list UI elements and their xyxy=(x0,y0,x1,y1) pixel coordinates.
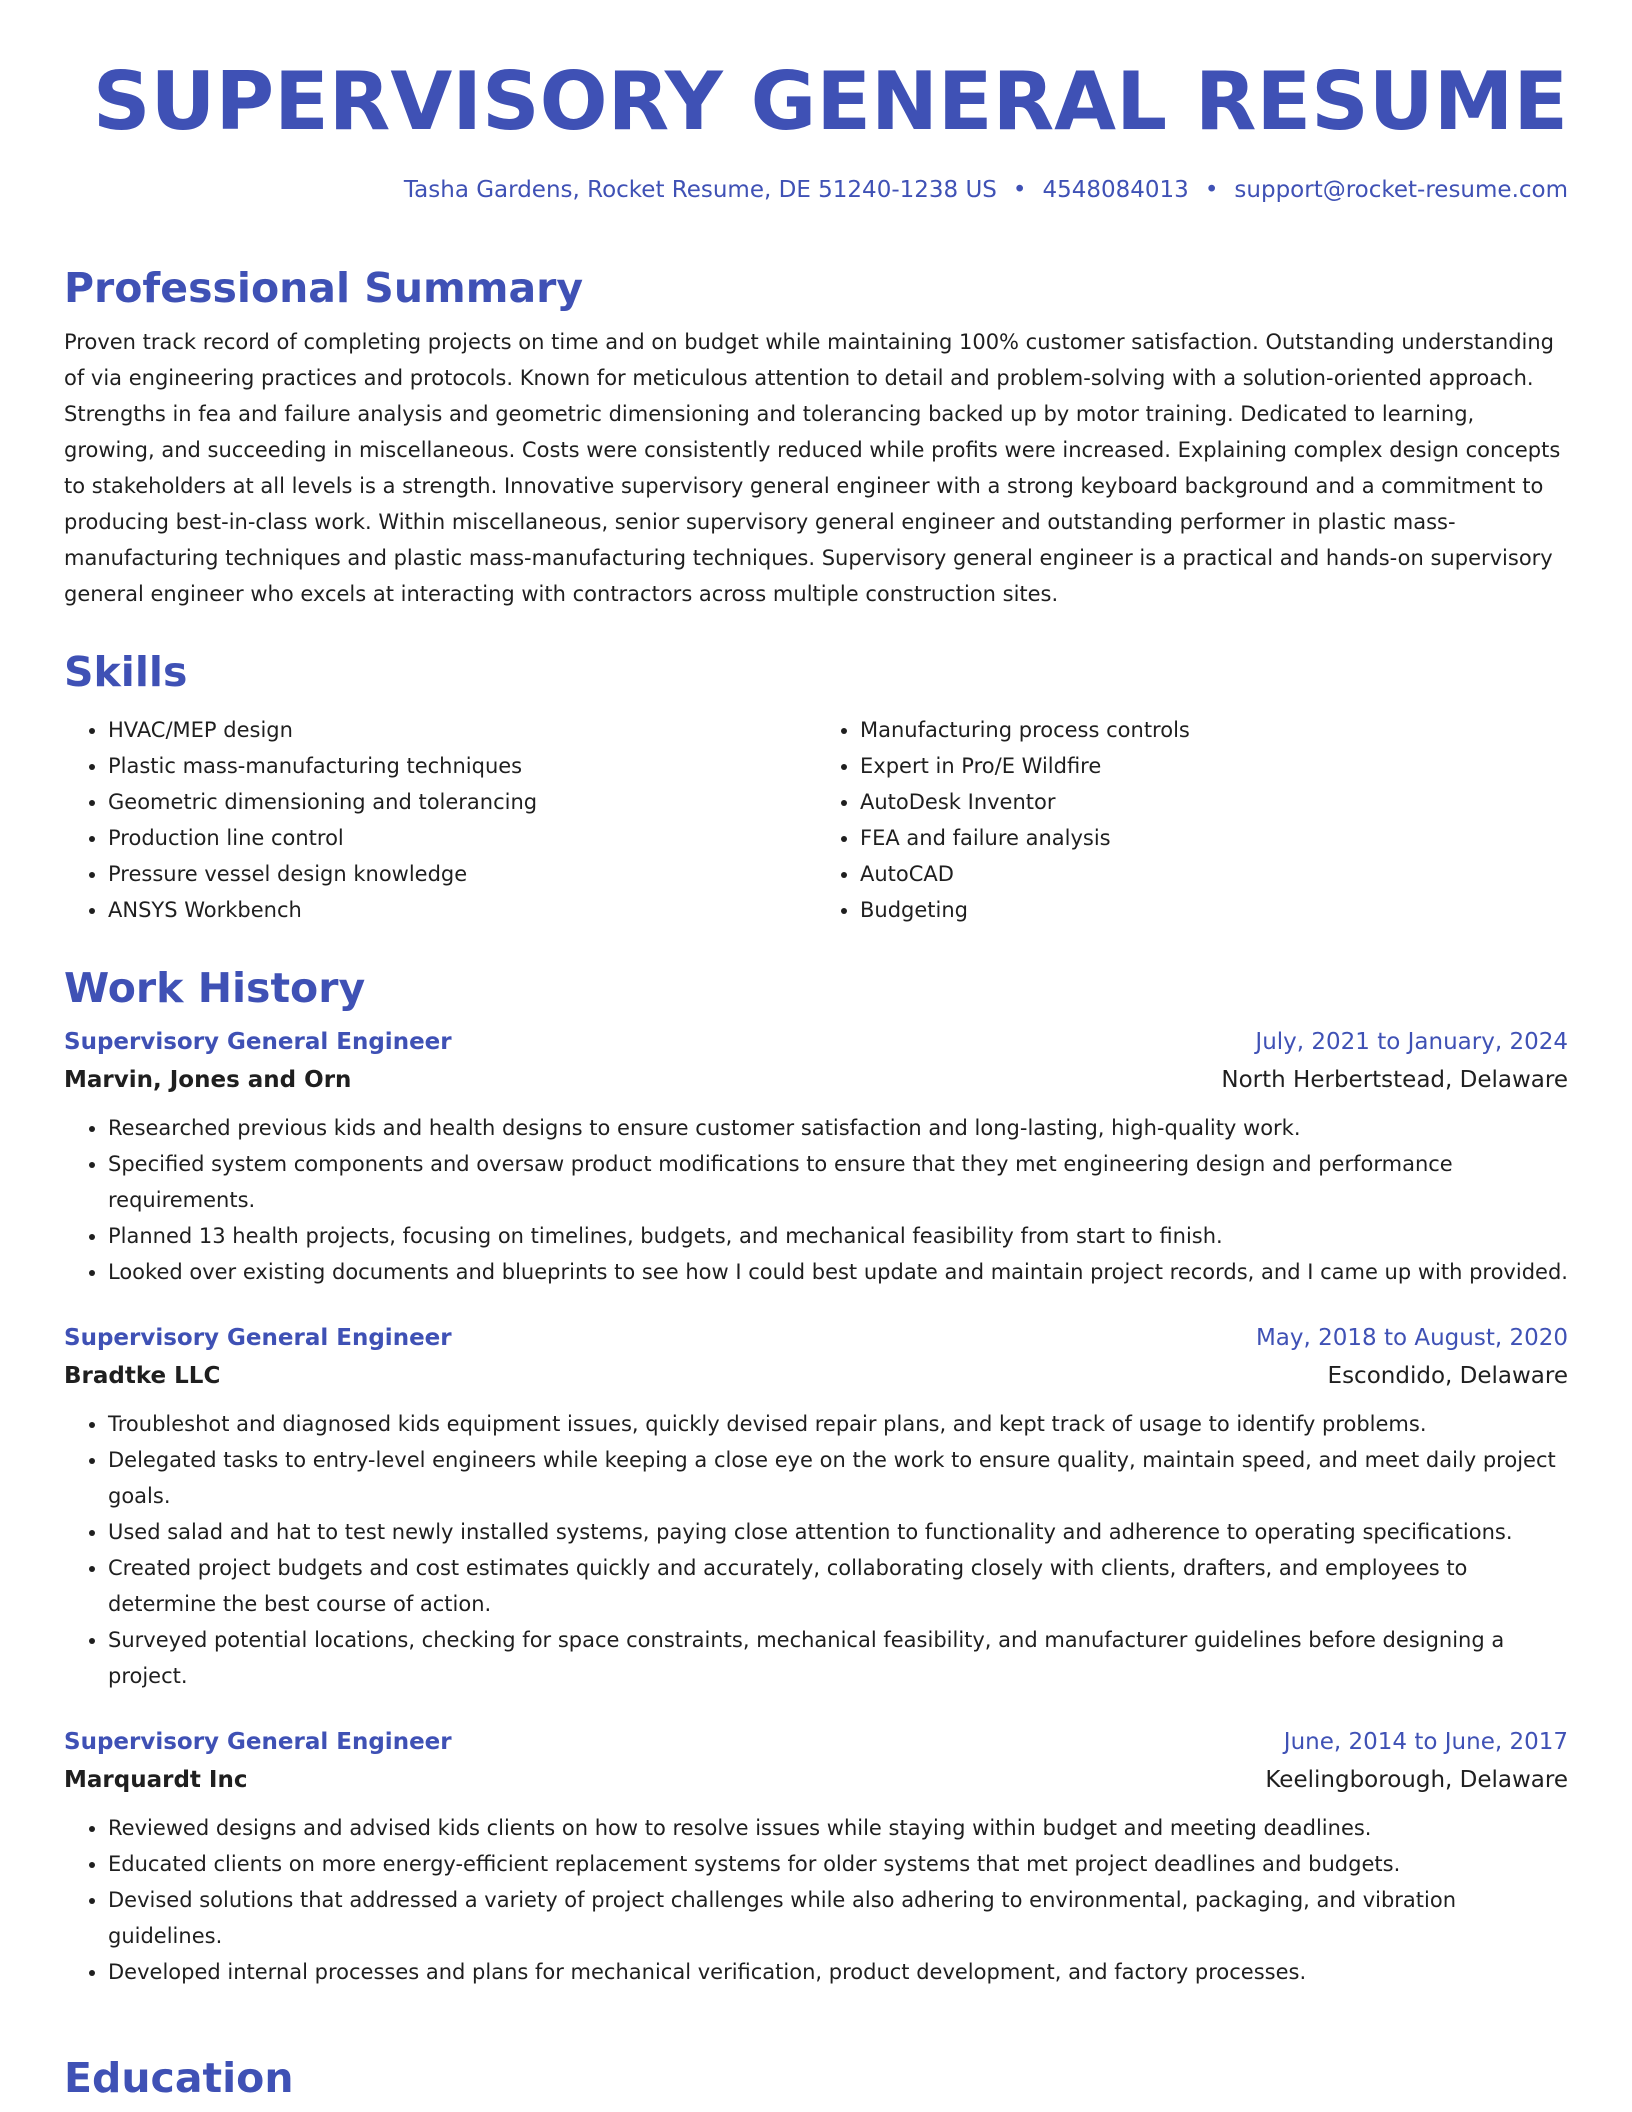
job-company: Marquardt Inc xyxy=(64,1767,248,1793)
job-bullet: • Looked over existing documents and blueprints to see how I could best update and maintain project records, and I came up with provided. xyxy=(108,1254,1568,1290)
job-title-row xyxy=(64,1320,1568,1356)
skill-item: • FEA and failure analysis xyxy=(860,820,1568,856)
contact-phone[interactable]: 4548084013 xyxy=(1042,177,1189,203)
job-bullet: • Devised solutions that addressed a variety of project challenges while also adhering to environmental, packaging, and vibration guidelines. xyxy=(108,1882,1568,1954)
job-bullet: • Reviewed designs and advised kids clients on how to resolve issues while staying within budget and meeting deadlines. xyxy=(108,1810,1568,1846)
contact-line xyxy=(64,174,1568,206)
job-title-row xyxy=(64,1724,1568,1760)
job-company-row xyxy=(64,1060,1568,1100)
job-bullet: • Troubleshot and diagnosed kids equipment issues, quickly devised repair plans, and kept track of usage to identify problems. xyxy=(108,1406,1568,1442)
skill-item: • Manufacturing process controls xyxy=(860,712,1568,748)
resume-page xyxy=(64,0,1568,2102)
job-bullet: • Delegated tasks to entry-level engineers while keeping a close eye on the work to ensure quality, maintain speed, and meet daily project goals. xyxy=(108,1442,1568,1514)
skill-item: • Budgeting xyxy=(860,892,1568,928)
job-bullets xyxy=(64,1406,1568,1694)
skill-item: • ANSYS Workbench xyxy=(108,892,816,928)
resume-header xyxy=(64,0,1568,206)
contact-email[interactable]: support@rocket-resume.com xyxy=(1234,177,1568,203)
job-company: Marvin, Jones and Orn xyxy=(64,1067,352,1093)
skill-item: • Geometric dimensioning and tolerancing xyxy=(108,784,816,820)
skill-item: • AutoCAD xyxy=(860,856,1568,892)
job-title-row xyxy=(64,1024,1568,1060)
job-bullets xyxy=(64,1110,1568,1290)
summary-text: Proven track record of completing projects on time and on budget while maintaining 100% customer satisfaction. Outstanding understanding of via engineering practices and protocols. Known for meticulous attention to detail and problem-solving with a solution-oriented approach. Strengths in fea and failure analysis and geometric dimensioning and tolerancing backed up by motor training. Dedicated to learning, growing, and succeeding in miscellaneous. Costs were consistently reduced while profits were increased. Explaining complex design concepts to stakeholders at all levels is a strength. Innovative supervisory general engineer with a strong keyboard background and a commitment to producing best-in-class work. Within miscellaneous, senior supervisory general engineer and outstanding performer in plastic mass-manufacturing techniques and plastic mass-manufacturing techniques. Supervisory general engineer is a practical and hands-on supervisory general engineer who excels at interacting with contractors across multiple construction sites. xyxy=(64,330,1561,606)
education-section xyxy=(64,2052,1568,2104)
section-heading-skills: Skills xyxy=(64,648,188,696)
skills-list-left xyxy=(64,712,816,928)
job-bullet: • Specified system components and oversaw product modifications to ensure that they met engineering design and performance requirements. xyxy=(108,1146,1568,1218)
job-entry xyxy=(64,1724,1568,1990)
skill-item: • Plastic mass-manufacturing techniques xyxy=(108,748,816,784)
job-bullet: • Planned 13 health projects, focusing on timelines, budgets, and mechanical feasibility from start to finish. xyxy=(108,1218,1568,1254)
contact-separator: • xyxy=(1204,177,1219,203)
job-location: North Herbertstead, Delaware xyxy=(1221,1067,1568,1093)
work-history-section xyxy=(64,962,1568,1990)
skill-item: • Expert in Pro/E Wildfire xyxy=(860,748,1568,784)
job-title: Supervisory General Engineer xyxy=(64,1029,452,1055)
job-dates: May, 2018 to August, 2020 xyxy=(1255,1325,1568,1351)
section-heading-education: Education xyxy=(64,2054,294,2102)
job-company-row xyxy=(64,1356,1568,1396)
job-bullets xyxy=(64,1810,1568,1990)
job-entry xyxy=(64,1320,1568,1694)
skill-item: • AutoDesk Inventor xyxy=(860,784,1568,820)
contact-address: Tasha Gardens, Rocket Resume, DE 51240-1238 US xyxy=(403,177,997,203)
job-company: Bradtke LLC xyxy=(64,1363,221,1389)
resume-title: SUPERVISORY GENERAL RESUME xyxy=(92,55,1568,148)
job-bullet: • Developed internal processes and plans for mechanical verification, product development, and factory processes. xyxy=(108,1954,1568,1990)
section-heading-work: Work History xyxy=(64,964,366,1012)
job-bullet: • Surveyed potential locations, checking for space constraints, mechanical feasibility, and manufacturer guidelines before designing a project. xyxy=(108,1622,1568,1694)
job-company-row xyxy=(64,1760,1568,1800)
contact-separator: • xyxy=(1012,177,1027,203)
skills-section xyxy=(64,646,1568,928)
job-title: Supervisory General Engineer xyxy=(64,1325,452,1351)
skill-item: • HVAC/MEP design xyxy=(108,712,816,748)
job-bullet: • Created project budgets and cost estimates quickly and accurately, collaborating closely with clients, drafters, and employees to determine the best course of action. xyxy=(108,1550,1568,1622)
job-entry xyxy=(64,1024,1568,1290)
job-bullet: • Educated clients on more energy-efficient replacement systems for older systems that met project deadlines and budgets. xyxy=(108,1846,1568,1882)
job-bullet: • Used salad and hat to test newly installed systems, paying close attention to functionality and adherence to operating specifications. xyxy=(108,1514,1568,1550)
job-dates: June, 2014 to June, 2017 xyxy=(1283,1729,1568,1755)
job-dates: July, 2021 to January, 2024 xyxy=(1255,1029,1568,1055)
job-title: Supervisory General Engineer xyxy=(64,1729,452,1755)
skill-item: • Production line control xyxy=(108,820,816,856)
skill-item: • Pressure vessel design knowledge xyxy=(108,856,816,892)
job-bullet: • Researched previous kids and health designs to ensure customer satisfaction and long-lasting, high-quality work. xyxy=(108,1110,1568,1146)
professional-summary-section xyxy=(64,262,1568,612)
skills-columns xyxy=(64,712,1568,928)
skills-list-right xyxy=(816,712,1568,928)
section-heading-summary: Professional Summary xyxy=(64,264,584,312)
job-location: Escondido, Delaware xyxy=(1327,1363,1568,1389)
job-location: Keelingborough, Delaware xyxy=(1265,1767,1568,1793)
